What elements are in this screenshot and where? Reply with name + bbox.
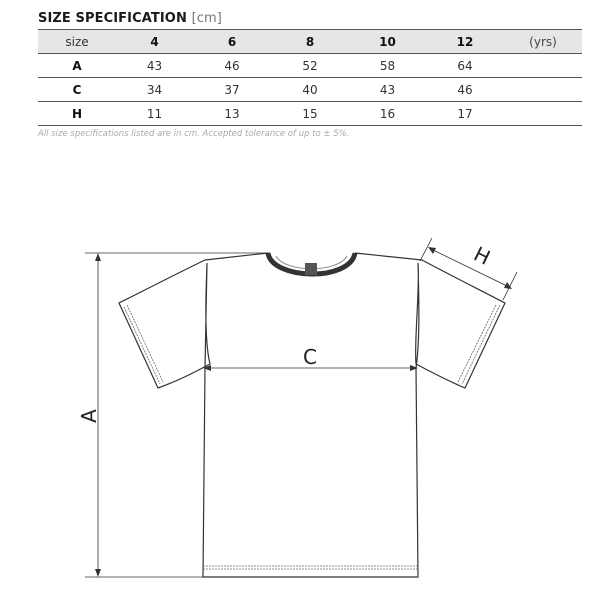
- dim-h-line: [431, 249, 509, 287]
- table-cell: 15: [271, 102, 349, 126]
- sleeve-stitch: [462, 305, 500, 384]
- dim-a-arrow-bottom: [95, 569, 101, 577]
- dim-a-label: A: [77, 409, 101, 423]
- header-cell: 10: [349, 30, 426, 54]
- row-label: C: [38, 78, 116, 102]
- header-cell-size: size: [38, 30, 116, 54]
- table-cell: 52: [271, 54, 349, 78]
- table-cell: 16: [349, 102, 426, 126]
- table-cell: 40: [271, 78, 349, 102]
- sleeve-stitch: [127, 305, 163, 382]
- header-cell-units: (yrs): [504, 30, 582, 54]
- table-cell: 58: [349, 54, 426, 78]
- table-cell: 11: [116, 102, 193, 126]
- sleeve-stitch: [458, 305, 496, 382]
- tshirt-outline: [119, 253, 505, 577]
- spec-unit: [cm]: [191, 11, 222, 26]
- table-cell: 46: [426, 78, 504, 102]
- table-cell: 64: [426, 54, 504, 78]
- header-cell: 4: [116, 30, 193, 54]
- neck-label-icon: [305, 263, 317, 275]
- dim-h-label: H: [470, 241, 495, 270]
- row-label: H: [38, 102, 116, 126]
- table-cell: 13: [193, 102, 271, 126]
- dim-a-arrow-top: [95, 253, 101, 261]
- tolerance-note: All size specifications listed are in cm. Accepted tolerance of up to ± 5%.: [38, 129, 350, 139]
- header-cell: 12: [426, 30, 504, 54]
- header-cell: 6: [193, 30, 271, 54]
- spec-title-text: SIZE SPECIFICATION: [38, 11, 187, 26]
- table-cell: 34: [116, 78, 193, 102]
- table-cell: 43: [349, 78, 426, 102]
- table-cell: 46: [193, 54, 271, 78]
- sleeve-stitch: [124, 307, 160, 384]
- dim-c-label: C: [303, 345, 317, 369]
- table-cell: 17: [426, 102, 504, 126]
- table-cell: 37: [193, 78, 271, 102]
- table-cell: 43: [116, 54, 193, 78]
- header-cell: 8: [271, 30, 349, 54]
- row-label: A: [38, 54, 116, 78]
